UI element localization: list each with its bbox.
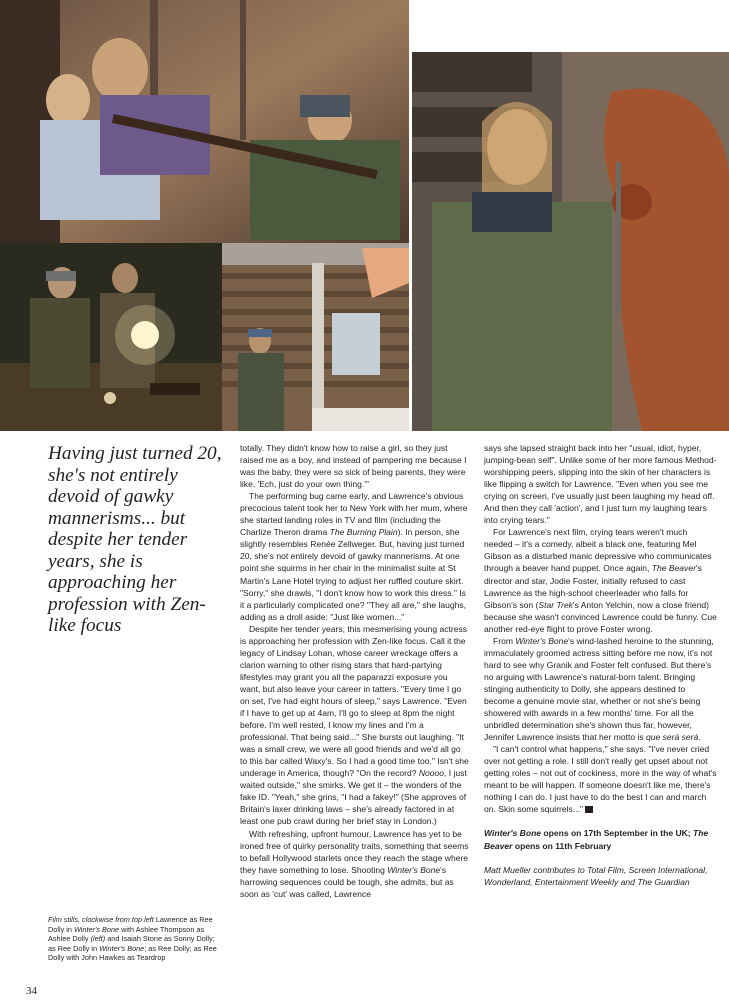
column2-run: Winter's Bone: [515, 635, 569, 646]
pull-quote: Having just turned 20, she's not entirely devoid of gawky mannerisms... but despite her tender years, she is approaching her profession with Zen-like focus: [48, 443, 222, 636]
caption-run: and Isaiah Stone as Sonny Dolly; as Ree Dolly in: [48, 934, 215, 953]
page-number: 34: [26, 985, 37, 997]
film-still-horse-scene: [412, 52, 729, 431]
film-still-rifle-scene: [0, 0, 409, 243]
column2-run: 's Anton Yelchin, now a close friend) because she wasn't convinced Lawrence could be funny. Cue another red-eye flight to prove Foster wrong.: [484, 599, 717, 634]
column1-run: ). In person, she slightly resembles Renée Zellweger. But, having just turned 20, she's not entirely devoid of gawky mannerisms. At one point she squirms in her chair in the minimalist suite at St Martin's Lane Hotel trying to adjust her ruffled couture skirt. "Sorry," she drawls, "I don't know how to work this dress." Is it a particularly complicated one? "They all are," she laughs, adding as a droll aside: "Just like women...": [240, 527, 467, 622]
column2-run: Star Trek: [538, 599, 573, 610]
column1-run: The Burning Plain: [329, 527, 398, 538]
column1-run: totally. They didn't know how to raise a girl, so they just raised me as a boy, and instead of pampering me because I was the baby, they were so sick of being parents, they were like, 'Ech, just do your own thing.'": [240, 443, 467, 490]
release-run: opens on 17th September in the UK;: [541, 828, 694, 839]
column1-run: Winter's Bone: [387, 864, 441, 875]
credit-run: Matt Mueller contributes to: [484, 864, 588, 875]
column1-run: With refreshing, upfront humour, Lawrence has yet to be ironed free of quirky personality traits, something that seems to befall Hollywood starlets once they reach the stage where they have something to lose. Shooting: [240, 828, 469, 875]
column2-run: The Beaver: [651, 563, 696, 574]
release-info: [484, 827, 718, 851]
caption-lead: Film stills, clockwise from top left: [48, 915, 154, 924]
caption-run: Winter's Bone: [99, 943, 145, 953]
article-column-1: [240, 442, 470, 900]
column2-run: From: [493, 635, 516, 646]
column1-run: The performing bug came early, and Lawrence's obvious precocious talent took her to New York with her mum, where she started landing roles in TV and film (including the Charlize Theron drama: [240, 491, 468, 538]
caption-run: Winter's Bone: [73, 924, 120, 934]
column1-run: , I just waited outside," she smirks. We get it – the wonders of the fake ID. "Yeah," she grins, "I had a fakey!" (She approves of Britain's laxer drinking laws – she's already factored in at least one pub crawl during her brief stay in London.): [240, 768, 467, 827]
column1-paragraph: [240, 490, 470, 623]
column2-paragraph: [484, 526, 718, 634]
column1-run: Noooo: [418, 768, 445, 779]
column1-paragraph: [240, 623, 470, 828]
caption-run: (left): [90, 934, 106, 943]
caption-run: with Ashlee Thompson as Ashlee Dolly: [48, 924, 205, 943]
credit-run: The Guardian: [637, 876, 690, 887]
photo-caption: [48, 915, 222, 963]
column1-run: 's harrowing sequences could be tough, she admits, but as soon as 'cut' was called, Lawrence: [240, 864, 454, 899]
column1-paragraph: [240, 442, 470, 490]
credit-run: Total Film, Screen International, Wonderland, Entertainment Weekly: [484, 864, 708, 887]
column2-run: says she lapsed straight back into her "usual, idiot, hyper, jumping-bean self". Unlike some of her more famous Method-worshipping peers, slipping into the skin of her characters is like flipping a switch for Lawrence. "Even when you see me crying on screen, I've usually just been laughing my head off. And then they call 'action', and I just turn my laughing tears into crying tears.": [484, 443, 717, 526]
caption-run: Lawrence as Ree Dolly in: [48, 915, 213, 934]
column2-paragraph: [484, 442, 718, 526]
end-mark-icon: [585, 806, 593, 813]
credit-run: and: [618, 876, 638, 887]
release-run: The Beaver: [484, 828, 709, 851]
release-run: opens on 11th February: [512, 840, 612, 851]
column2-run: "I can't control what happens," she says. "I've never cried over not getting a role. I still don't really get upset about not getting roles – not out of cockiness, more in the way of what's meant to be will happen. If someone doesn't like me, there's nothing I can do. I just have to do the best I can and march on. Skin some squirrels...": [484, 744, 717, 815]
column2-run: For Lawrence's next film, crying tears weren't much needed – it's a comedy, albeit a black one, featuring Mel Gibson as a disturbed manic depressive who communicates through a beaver hand puppet. Once again,: [484, 527, 712, 574]
column2-paragraph: [484, 635, 718, 743]
caption-run: ; as Ree Dolly; as Ree Dolly with John Hawkes as Teardrop: [48, 943, 217, 962]
column2-run: 's wind-lashed heroine to the stunning, immaculately groomed actress sitting before me now, it's not hard to see why Granik and Foster felt confused. But there's no arguing with Lawrence's natural-born talent. Bringing stinging authenticity to Dolly, she appears destined to become a genuine movie star, whether or not she's being showered with awards in a few months' time. For all the unbridled determination she's shown thus far, however, Jennifer Lawrence insists that her motto is: [484, 635, 714, 743]
author-credit: [484, 864, 718, 888]
article-column-2: [484, 442, 718, 888]
column2-run: que será será: [646, 732, 699, 743]
column1-run: Despite her tender years, this mesmerising young actress is approaching her profession with Zen-like focus. Call it the legacy of Lindsay Lohan, whose career wreckage offers a clarion warning to other rising stars that hard-partying lifestyles may grant you all the paparazzi exposure you want, but also leave your career in tatters. "Every time I go on set, I've had eight hours of sleep," says Lawrence. "Even if I have to get up at 4am, I'll go to sleep at 8pm the night before. I'm well rested, I know my lines and I'm a professional. That being said..." She bursts out laughing. "It was a small crew, we were all good friends and we'd all go to this bar called Waxy's. So I had a good time too." Isn't she underage in America, though? "On the record?: [240, 623, 469, 779]
column2-paragraph: [484, 743, 718, 815]
film-still-cabin-scene: [222, 243, 409, 431]
column2-run: 's director and star, Jodie Foster, initially refused to cast Lawrence as the high-school cheerleader who falls for Gibson's son (: [484, 563, 702, 610]
release-run: Winter's Bone: [484, 828, 542, 839]
column1-paragraph: [240, 828, 470, 900]
article-column-2-body: [484, 442, 718, 815]
column2-run: .: [698, 732, 701, 743]
film-still-night-scene: [0, 243, 222, 431]
